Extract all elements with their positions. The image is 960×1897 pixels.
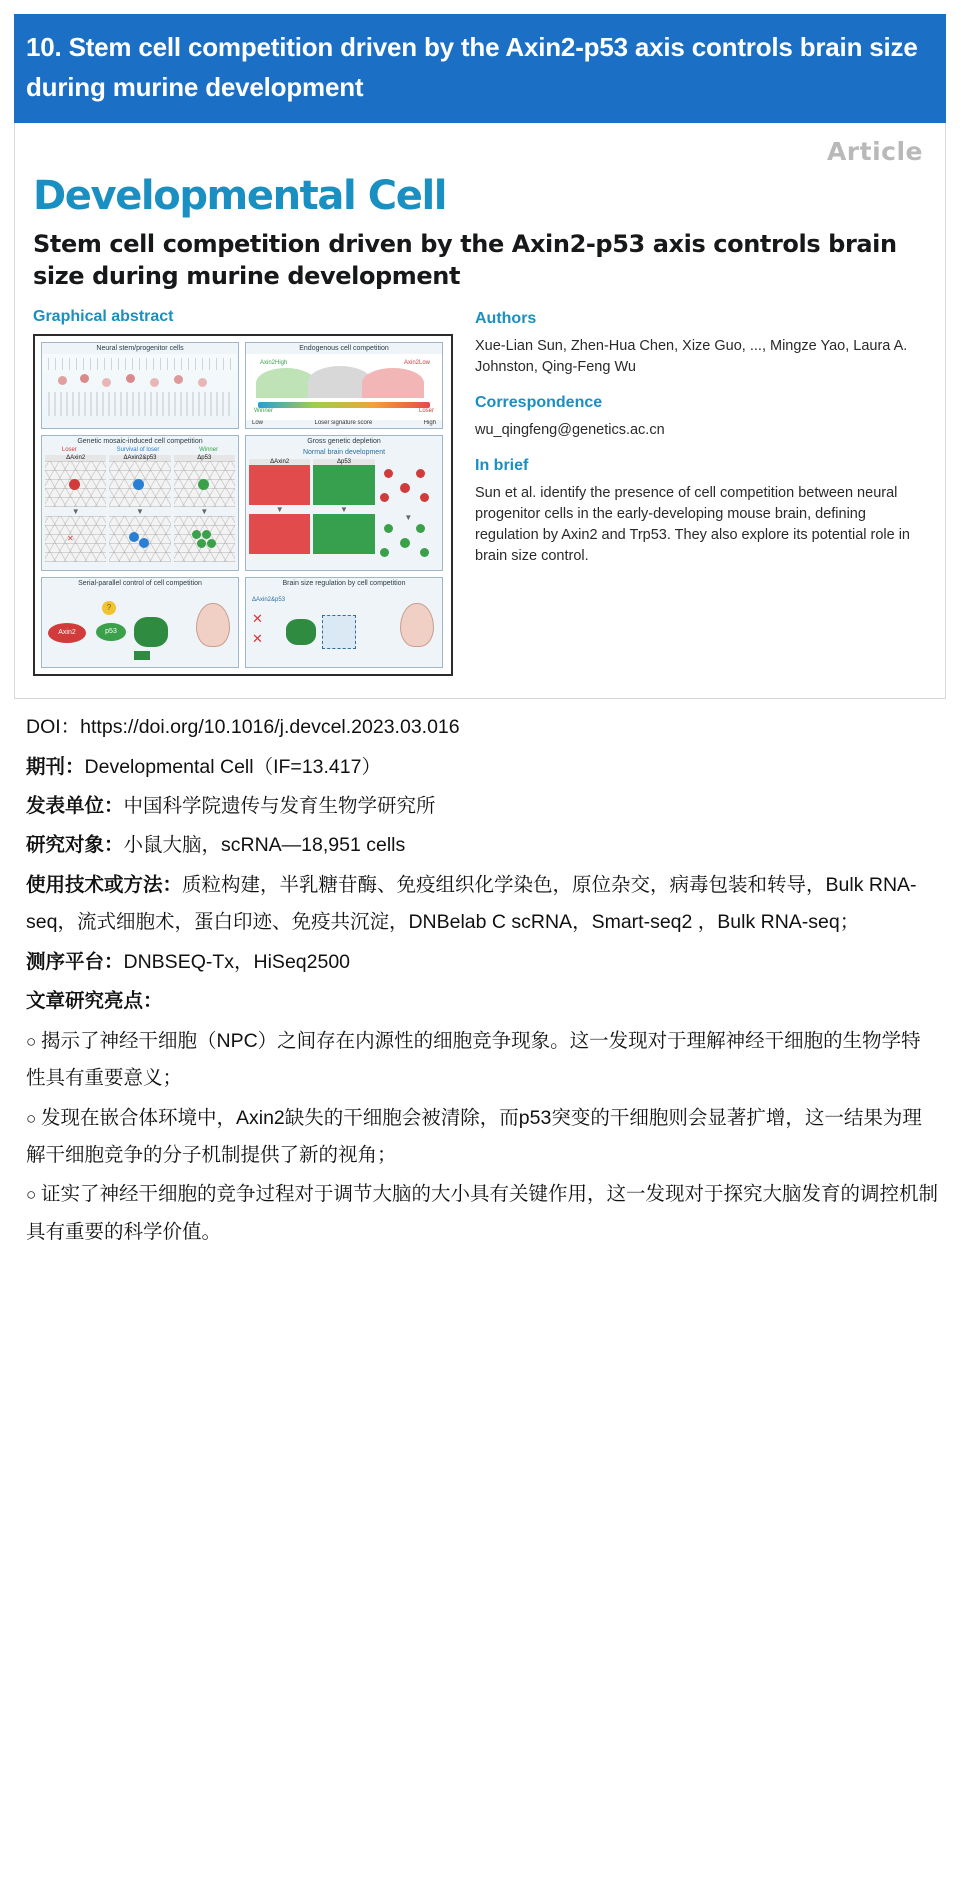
article-type-label: Article (826, 137, 923, 167)
ga-label-daxin2-p53: ΔAxin2&p53 (109, 455, 170, 461)
circle-bullet-icon: ○ (26, 1108, 41, 1128)
ga-label-depl-daxin2: ΔAxin2 (249, 459, 310, 465)
ga-panel-serial-art: Axin2 p53 ? (42, 589, 238, 667)
ga-axis-low: Low (252, 420, 264, 427)
ga-axis-high: High (423, 420, 436, 427)
graphical-abstract-column (33, 308, 453, 676)
ga-sub-survival: Survival of loser (116, 446, 160, 453)
graphical-abstract-heading: Graphical abstract (33, 308, 174, 326)
doi-label: DOI： (26, 716, 81, 739)
highlights-label: 文章研究亮点： (26, 990, 163, 1013)
correspondence-email: wu_qingfeng@genetics.ac.cn (475, 422, 665, 439)
ga-panel-depletion-caption: Gross genetic depletion (307, 438, 381, 446)
cover-info-column (475, 308, 927, 676)
ga-label-brain-genotype: ΔAxin2&p53 (252, 597, 286, 604)
highlight-text: 发现在嵌合体环境中，Axin2缺失的干细胞会被清除，而p53突变的干细胞则会显著扩增，这一结果为理解干细胞竞争的分子机制提供了新的视角； (26, 1106, 922, 1166)
ga-label-winner: Winner (254, 408, 274, 415)
doi-line (26, 709, 940, 746)
graphical-abstract-figure (33, 334, 453, 676)
subject-line (26, 827, 940, 864)
page-title: 10. Stem cell competition driven by the Axin2-p53 axis controls brain size during murine development (14, 14, 946, 123)
affiliation-line (26, 788, 940, 825)
journal-name: Developmental Cell (33, 173, 447, 220)
ga-panel-brain-art: ✕ ✕ ΔAxin2&p53 (246, 589, 442, 667)
highlight-item (26, 1023, 940, 1098)
methods-label: 使用技术或方法： (26, 873, 183, 896)
ga-label-axin2-low: Axin2Low (403, 360, 430, 367)
platform-value: DNBSEQ-Tx，HiSeq2500 (123, 950, 351, 973)
ga-label-depl-dp53: Δp53 (313, 459, 374, 465)
ga-panel-endogenous-caption: Endogenous cell competition (299, 345, 389, 353)
journal-value: Developmental Cell（IF=13.417） (84, 755, 381, 778)
ga-panel-serial-parallel (41, 577, 239, 668)
doi-value: https://doi.org/10.1016/j.devcel.2023.03.016 (80, 716, 460, 739)
subject-value: 小鼠大脑，scRNA—18,951 cells (123, 834, 406, 857)
ga-sub-winner: Winner (199, 446, 219, 453)
affiliation-value: 中国科学院遗传与发育生物学研究所 (123, 795, 436, 817)
cover-columns (33, 308, 927, 676)
ga-panel-mosaic-caption: Genetic mosaic-induced cell competition (77, 438, 203, 446)
subject-label: 研究对象： (26, 834, 124, 857)
ga-label-dp53: Δp53 (174, 455, 235, 461)
platform-label: 测序平台： (26, 950, 124, 973)
platform-line (26, 944, 940, 981)
ga-axis-label: Loser signature score (314, 420, 373, 427)
ga-panel-brain-size (245, 577, 443, 668)
methods-line (26, 867, 940, 942)
cover-top-row (33, 137, 927, 171)
ga-panel-depletion: Gross genetic depletion Normal brain development ΔAxin2 ▼ Δp53 ▼ ▼ (245, 435, 443, 571)
ga-panel-serial-caption: Serial-parallel control of cell competition (78, 580, 202, 588)
ga-panel-depletion-sub: Normal brain development (302, 448, 386, 456)
highlight-item (26, 1176, 940, 1251)
ga-node-p53: p53 (96, 623, 126, 641)
ga-label-axin2-high: Axin2High (260, 360, 288, 367)
circle-bullet-icon: ○ (26, 1031, 41, 1051)
highlights-heading (26, 983, 940, 1020)
highlight-text: 证实了神经干细胞的竞争过程对于调节大脑的大小具有关键作用，这一发现对于探究大脑发育的调控机制具有重要的科学价值。 (26, 1183, 939, 1243)
ga-panel-npc-art (42, 354, 238, 420)
affiliation-label: 发表单位： (26, 795, 124, 817)
journal-cover-card (14, 123, 946, 699)
paper-metadata (14, 699, 946, 1273)
ga-panel-brain-caption: Brain size regulation by cell competition (282, 580, 406, 588)
ga-label-loser: Loser (418, 408, 434, 415)
journal-label: 期刊： (26, 755, 85, 778)
paper-title: Stem cell competition driven by the Axin2-p53 axis controls brain size during murine development (33, 230, 897, 290)
highlight-item (26, 1100, 940, 1175)
in-brief-text: Sun et al. identify the presence of cell competition between neural progenitor cells in the early-developing mouse brain, defining regulation by Axin2 and Trp53. They also explore its potential role in brain size control. (475, 485, 910, 565)
ga-node-axin2: Axin2 (48, 623, 86, 643)
authors-list: Xue-Lian Sun, Zhen-Hua Chen, Xize Guo, ..., Mingze Yao, Laura A. Johnston, Qing-Feng Wu (475, 338, 908, 376)
highlight-text: 揭示了神经干细胞（NPC）之间存在内源性的细胞竞争现象。这一发现对于理解神经干细胞的生物学特性具有重要意义； (26, 1029, 921, 1090)
authors-heading: Authors (475, 310, 537, 328)
ga-label-daxin2: ΔAxin2 (45, 455, 106, 461)
correspondence-heading: Correspondence (475, 394, 603, 412)
methods-value: 质粒构建，半乳糖苷酶、免疫组织化学染色，原位杂交，病毒包装和转导，Bulk RNA-seq，流式细胞术，蛋白印迹、免疫共沉淀，DNBelab C scRNA，Smart-seq2 ，Bulk RNA-seq； (26, 873, 917, 934)
circle-bullet-icon: ○ (26, 1185, 41, 1205)
ga-panel-npc-caption: Neural stem/progenitor cells (96, 345, 184, 353)
ga-panel-mosaic: Genetic mosaic-induced cell competition Loser Survival of loser Winner ΔAxin2 ▼ ✕ ΔAxin2&p53 ▼ Δp53 ▼ (41, 435, 239, 571)
journal-line (26, 749, 940, 786)
in-brief-heading: In brief (475, 457, 529, 475)
ga-sub-loser: Loser (61, 446, 77, 453)
ga-panel-endogenous-art (246, 354, 442, 420)
ga-panel-npc (41, 342, 239, 429)
ga-panel-endogenous-competition (245, 342, 443, 429)
